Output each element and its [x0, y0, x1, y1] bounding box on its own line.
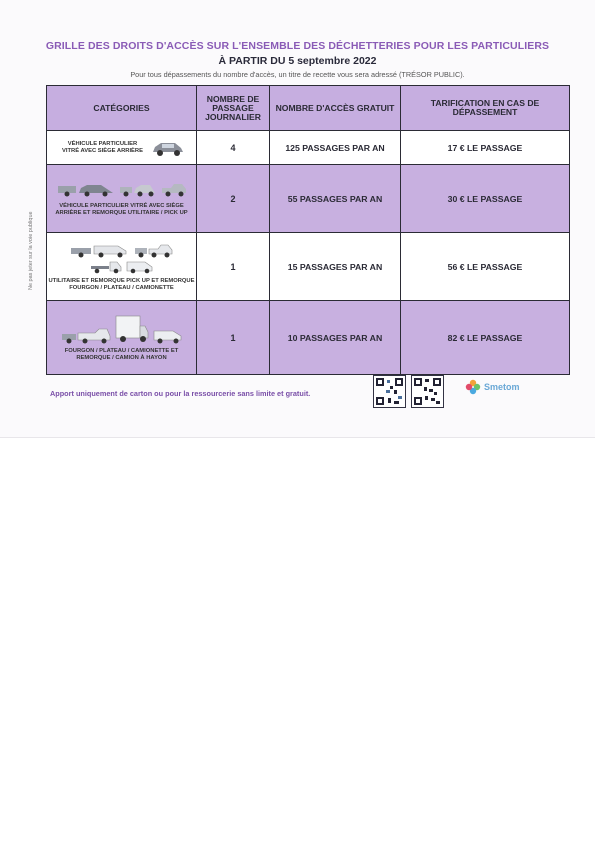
daily-passes-cell: 1: [197, 301, 270, 375]
sheet-edge: [0, 437, 595, 438]
van-trailer-icon: [70, 242, 130, 258]
header-daily-passes: NOMBRE DE PASSAGE JOURNALIER: [197, 86, 270, 131]
qr-code-icon[interactable]: [373, 375, 406, 408]
header-tariff: TARIFICATION EN CAS DE DÉPASSEMENT: [401, 86, 570, 131]
box-truck-icon: [115, 314, 149, 344]
car-trailer-icon: [119, 181, 157, 197]
side-text: Ne pas jeter sur la voie publique: [28, 211, 34, 290]
daily-passes-cell: 1: [197, 233, 270, 301]
table-row: [47, 233, 570, 301]
header-free-access: NOMBRE D'ACCÈS GRATUIT: [270, 86, 401, 131]
tariff-cell: 82 € LE PASSAGE: [401, 301, 570, 375]
daily-passes-cell: 4: [197, 131, 270, 165]
free-access-cell: 125 PASSAGES PAR AN: [270, 131, 401, 165]
header-categories: CATÉGORIES: [47, 86, 197, 131]
daily-passes-cell: 2: [197, 165, 270, 233]
table-row: [47, 301, 570, 375]
logo-text: Smetom: [484, 382, 520, 392]
tariff-cell: 17 € LE PASSAGE: [401, 131, 570, 165]
category-label: VÉHICULE PARTICULIER VITRÉ AVEC SIÈGE ARRIÈRE: [62, 140, 143, 154]
overage-note: Pour tous dépassements du nombre d'accès, un titre de recette vous sera adressé (TRÉSOR PUBLIC).: [130, 70, 465, 79]
qr-code-icon[interactable]: [411, 375, 444, 408]
car-trailer-icon: [57, 181, 115, 197]
category-cell: [47, 131, 197, 165]
category-label: VÉHICULE PARTICULIER VITRÉ AVEC SIÈGE ARRIÈRE ET REMORQUE UTILITAIRE / PICK UP: [55, 202, 188, 216]
pickup-icon: [161, 181, 187, 197]
footer-note: Apport uniquement de carton ou pour la ressourcerie sans limite et gratuit.: [50, 389, 311, 398]
logo-flower-icon: [465, 379, 481, 395]
document-title: GRILLE DES DROITS D'ACCÈS SUR L'ENSEMBLE DES DÉCHETTERIES POUR LES PARTICULIERS: [45, 40, 550, 52]
van-icon: [153, 328, 183, 344]
category-cell: [47, 165, 197, 233]
category-cell: [47, 301, 197, 375]
category-cell: [47, 233, 197, 301]
free-access-cell: 15 PASSAGES PAR AN: [270, 233, 401, 301]
free-access-cell: 55 PASSAGES PAR AN: [270, 165, 401, 233]
access-rights-table: [46, 85, 570, 375]
table-header-row: [47, 86, 570, 131]
free-access-cell: 10 PASSAGES PAR AN: [270, 301, 401, 375]
document-subtitle: À PARTIR DU 5 septembre 2022: [218, 55, 377, 67]
van-icon: [126, 260, 154, 274]
table-row: [47, 165, 570, 233]
tariff-cell: 30 € LE PASSAGE: [401, 165, 570, 233]
pickup-trailer-icon: [134, 242, 174, 258]
category-label: UTILITAIRE ET REMORQUE PICK UP ET REMORQUE FOURGON / PLATEAU / CAMIONETTE: [48, 277, 195, 291]
flatbed-icon: [90, 260, 122, 274]
smetom-logo: [465, 379, 520, 395]
category-label: FOURGON / PLATEAU / CAMIONETTE ET REMORQUE / CAMION À HAYON: [64, 347, 179, 361]
table-row: [47, 131, 570, 165]
tariff-cell: 56 € LE PASSAGE: [401, 233, 570, 301]
van-trailer-icon: [61, 328, 111, 344]
car-icon: [151, 139, 185, 157]
